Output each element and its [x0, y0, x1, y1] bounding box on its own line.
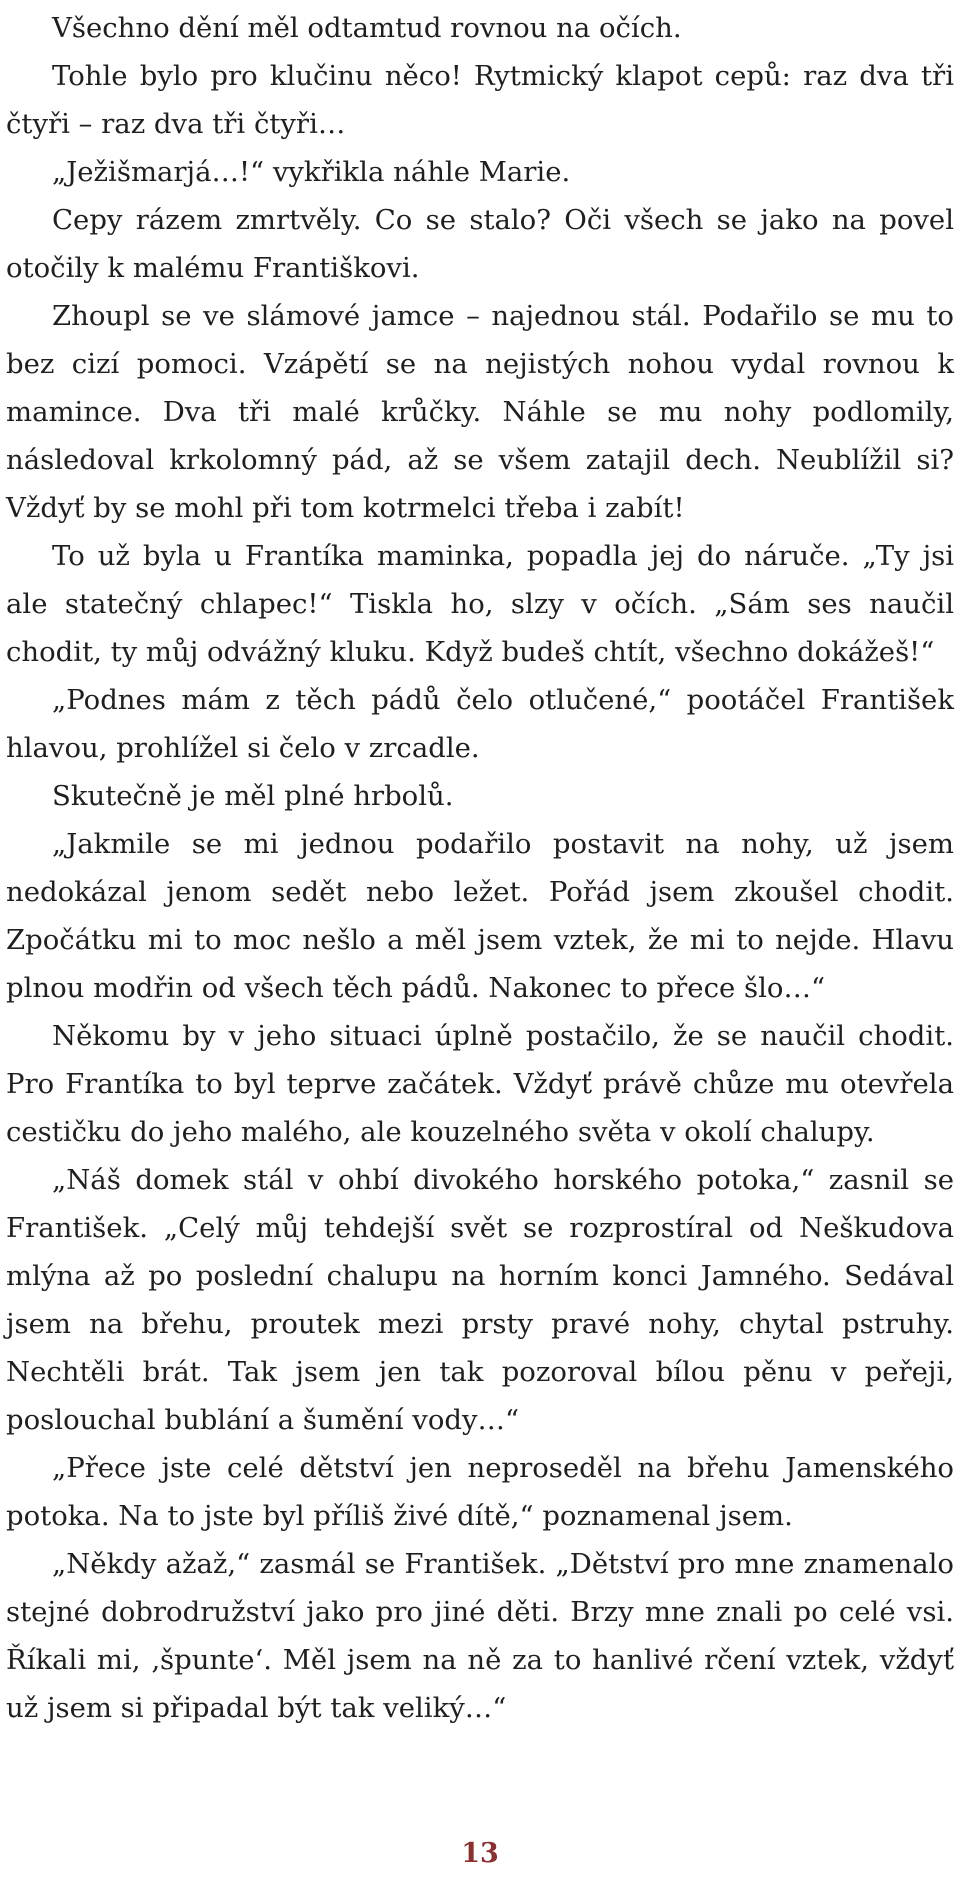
- paragraph-10: Někomu by v jeho situaci úplně postačilo, že se naučil chodit. Pro Frantíka to byl teprve začátek. Vždyť právě chůze mu otevřela cestičku do jeho malého, ale kouzelného světa v okolí chalupy.: [6, 1020, 954, 1148]
- paragraph-7: „Podnes mám z těch pádů čelo otlučené,“ pootáčel František hlavou, prohlížel si čelo v zrcadle.: [6, 684, 954, 764]
- paragraph-3: „Ježišmarjá…!“ vykřikla náhle Marie.: [52, 156, 571, 188]
- page-number: 13: [461, 1838, 499, 1869]
- body-text: [6, 4, 954, 1732]
- paragraph-5: Zhoupl se ve slámové jamce – najednou stál. Podařilo se mu to bez cizí pomoci. Vzápětí se na nejistých nohou vydal rovnou k mamince. Dva tři malé krůčky. Náhle se mu nohy podlomily, následoval krkolomný pád, až se všem zatajil dech. Neublížil si? Vždyť by se mohl při tom kotrmelci třeba i zabít!: [6, 300, 954, 524]
- paragraph-4: Cepy rázem zmrtvěly. Co se stalo? Oči všech se jako na povel otočily k malému Františkovi.: [6, 204, 954, 284]
- paragraph-9: „Jakmile se mi jednou podařilo postavit na nohy, už jsem nedokázal jenom sedět nebo ležet. Pořád jsem zkoušel chodit. Zpočátku mi to moc nešlo a měl jsem vztek, že mi to nejde. Hlavu plnou modřin od všech těch pádů. Nakonec to přece šlo…“: [6, 828, 954, 1004]
- paragraph-1: Všechno dění měl odtamtud rovnou na očích.: [52, 12, 682, 44]
- paragraph-2: Tohle bylo pro klučinu něco! Rytmický klapot cepů: raz dva tři čtyři – raz dva tři čtyři…: [6, 60, 954, 140]
- paragraph-12: „Přece jste celé dětství jen neproseděl na břehu Jamenského potoka. Na to jste byl příliš živé dítě,“ poznamenal jsem.: [6, 1452, 954, 1532]
- paragraph-13: „Někdy ažaž,“ zasmál se František. „Dětství pro mne znamenalo stejné dobrodružství jako pro jiné děti. Brzy mne znali po celé vsi. Říkali mi, ‚špunte‘. Měl jsem na ně za to hanlivé rčení vztek, vždyť už jsem si připadal být tak veliký…“: [6, 1548, 954, 1724]
- paragraph-6: To už byla u Frantíka maminka, popadla jej do náruče. „Ty jsi ale statečný chlapec!“ Tiskla ho, slzy v očích. „Sám ses naučil chodit, ty můj odvážný kluku. Když budeš chtít, všechno dokážeš!“: [6, 540, 954, 668]
- paragraph-11: „Náš domek stál v ohbí divokého horského potoka,“ zasnil se František. „Celý můj tehdejší svět se rozprostíral od Neškudova mlýna až po poslední chalupu na horním konci Jamného. Sedával jsem na břehu, proutek mezi prsty pravé nohy, chytal pstruhy. Nechtěli brát. Tak jsem jen tak pozoroval bílou pěnu v peřeji, poslouchal bublání a šumění vody…“: [6, 1164, 954, 1436]
- paragraph-8: Skutečně je měl plné hrbolů.: [52, 780, 454, 812]
